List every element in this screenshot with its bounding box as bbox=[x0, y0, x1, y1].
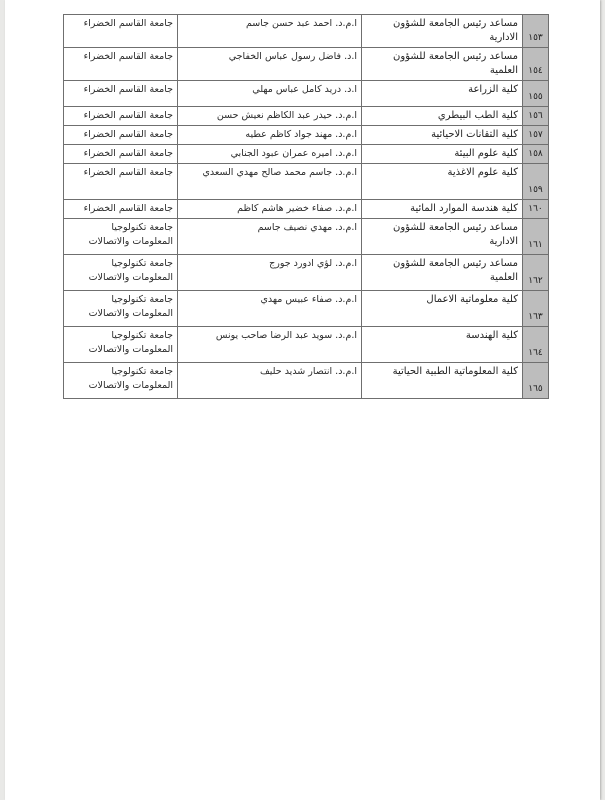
name-cell: ا.م.د. احمد عبد حسن جاسم bbox=[178, 15, 362, 48]
table-row bbox=[64, 15, 549, 48]
table-row bbox=[64, 81, 549, 107]
position-cell: كلية معلوماتية الاعمال bbox=[362, 291, 523, 327]
university-cell: جامعة القاسم الخضراء bbox=[64, 126, 178, 145]
university-cell: جامعة القاسم الخضراء bbox=[64, 200, 178, 219]
row-number: ١٥٩ bbox=[523, 164, 549, 200]
position-cell: كلية الطب البيطري bbox=[362, 107, 523, 126]
university-cell: جامعة تكنولوجيا المعلومات والاتصالات bbox=[64, 363, 178, 399]
university-cell: جامعة القاسم الخضراء bbox=[64, 48, 178, 81]
university-cell: جامعة القاسم الخضراء bbox=[64, 107, 178, 126]
position-cell: كلية علوم البيئة bbox=[362, 145, 523, 164]
table-row bbox=[64, 107, 549, 126]
row-number: ١٥٣ bbox=[523, 15, 549, 48]
name-cell: ا.م.د. اميره عمران عبود الجنابي bbox=[178, 145, 362, 164]
row-number: ١٦٣ bbox=[523, 291, 549, 327]
position-cell: مساعد رئيس الجامعة للشؤون العلمية bbox=[362, 48, 523, 81]
position-cell: كلية هندسة الموارد المائية bbox=[362, 200, 523, 219]
university-cell: جامعة تكنولوجيا المعلومات والاتصالات bbox=[64, 291, 178, 327]
name-cell: ا.م.د. حيدر عبد الكاظم نعيش حسن bbox=[178, 107, 362, 126]
table-row bbox=[64, 126, 549, 145]
position-cell: كلية الهندسة bbox=[362, 327, 523, 363]
university-cell: جامعة القاسم الخضراء bbox=[64, 81, 178, 107]
name-cell: ا.د. دريد كامل عباس مهلي bbox=[178, 81, 362, 107]
name-cell: ا.د. فاضل رسول عباس الخفاجي bbox=[178, 48, 362, 81]
name-cell: ا.م.د. جاسم محمد صالح مهدي السعدي bbox=[178, 164, 362, 200]
table-row bbox=[64, 363, 549, 399]
table-row bbox=[64, 145, 549, 164]
position-cell: مساعد رئيس الجامعة للشؤون الادارية bbox=[362, 219, 523, 255]
name-cell: ا.م.د. لؤي ادورد جورج bbox=[178, 255, 362, 291]
name-cell: ا.م.د. سويد عبد الرضا صاحب يونس bbox=[178, 327, 362, 363]
row-number: ١٦٤ bbox=[523, 327, 549, 363]
table-row bbox=[64, 291, 549, 327]
table-row bbox=[64, 255, 549, 291]
table-row bbox=[64, 48, 549, 81]
name-cell: ا.م.د. انتصار شديد حليف bbox=[178, 363, 362, 399]
row-number: ١٥٧ bbox=[523, 126, 549, 145]
university-cell: جامعة تكنولوجيا المعلومات والاتصالات bbox=[64, 255, 178, 291]
table-row bbox=[64, 200, 549, 219]
row-number: ١٦٥ bbox=[523, 363, 549, 399]
table-row bbox=[64, 219, 549, 255]
row-number: ١٥٨ bbox=[523, 145, 549, 164]
row-number: ١٦٠ bbox=[523, 200, 549, 219]
row-number: ١٥٦ bbox=[523, 107, 549, 126]
position-cell: كلية الزراعة bbox=[362, 81, 523, 107]
row-number: ١٦٢ bbox=[523, 255, 549, 291]
position-cell: مساعد رئيس الجامعة للشؤون العلمية bbox=[362, 255, 523, 291]
row-number: ١٦١ bbox=[523, 219, 549, 255]
position-cell: كلية التقانات الاحيائية bbox=[362, 126, 523, 145]
name-cell: ا.م.د. صفاء خضير هاشم كاظم bbox=[178, 200, 362, 219]
appointments-table bbox=[63, 14, 549, 399]
university-cell: جامعة تكنولوجيا المعلومات والاتصالات bbox=[64, 327, 178, 363]
name-cell: ا.م.د. مهند جواد كاظم عطيه bbox=[178, 126, 362, 145]
name-cell: ا.م.د. صفاء عبيس مهدي bbox=[178, 291, 362, 327]
row-number: ١٥٥ bbox=[523, 81, 549, 107]
table-row bbox=[64, 327, 549, 363]
document-page bbox=[5, 0, 600, 800]
table-row bbox=[64, 164, 549, 200]
university-cell: جامعة تكنولوجيا المعلومات والاتصالات bbox=[64, 219, 178, 255]
name-cell: ا.م.د. مهدي نصيف جاسم bbox=[178, 219, 362, 255]
row-number: ١٥٤ bbox=[523, 48, 549, 81]
university-cell: جامعة القاسم الخضراء bbox=[64, 15, 178, 48]
position-cell: مساعد رئيس الجامعة للشؤون الادارية bbox=[362, 15, 523, 48]
position-cell: كلية المعلوماتية الطبية الحياتية bbox=[362, 363, 523, 399]
university-cell: جامعة القاسم الخضراء bbox=[64, 164, 178, 200]
position-cell: كلية علوم الاغذية bbox=[362, 164, 523, 200]
university-cell: جامعة القاسم الخضراء bbox=[64, 145, 178, 164]
